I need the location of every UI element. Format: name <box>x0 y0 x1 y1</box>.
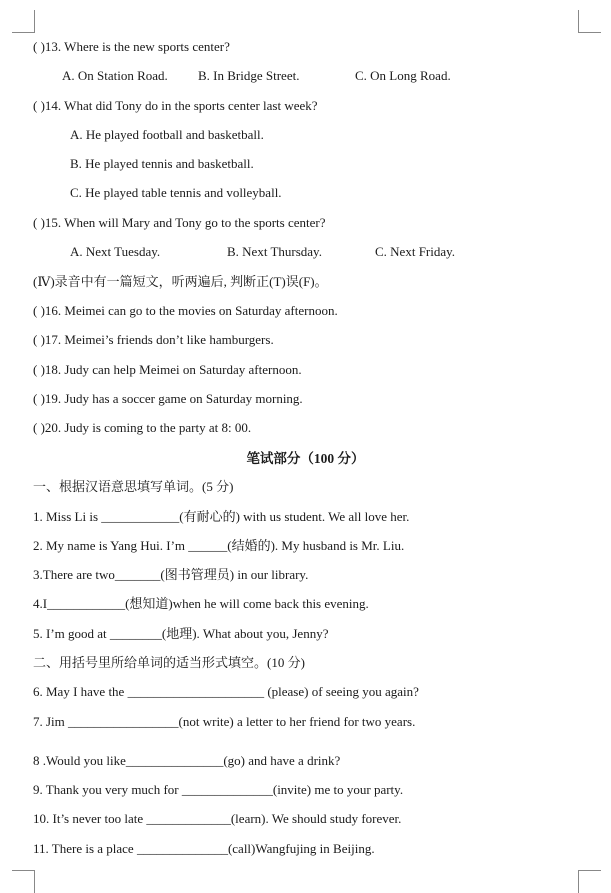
crop-mark-top-left <box>12 10 35 33</box>
part-1-item: 2. My name is Yang Hui. I’m ______(结婚的). My husband is Mr. Liu. <box>33 538 405 553</box>
part-2-item: 6. May I have the _____________________ (please) of seeing you again? <box>33 684 419 699</box>
part-1-heading: 一、根据汉语意思填写单词。(5 分) <box>33 479 234 494</box>
tf-item: ( )16. Meimei can go to the movies on Saturday afternoon. <box>33 303 338 318</box>
q15-option-b: B. Next Thursday. <box>227 244 322 259</box>
part-2-item: 11. There is a place ______________(call)Wangfujing in Beijing. <box>33 841 375 856</box>
q15-option-a: A. Next Tuesday. <box>70 244 161 259</box>
tf-item: ( )17. Meimei’s friends don’t like hamburgers. <box>33 332 274 347</box>
question-15: ( )15. When will Mary and Tony go to the sports center? <box>33 215 326 230</box>
tf-item: ( )18. Judy can help Meimei on Saturday afternoon. <box>33 362 302 377</box>
part-2-item: 9. Thank you very much for ______________(invite) me to your party. <box>33 782 404 797</box>
tf-item: ( )19. Judy has a soccer game on Saturday morning. <box>33 391 303 406</box>
section-4-heading: (Ⅳ)录音中有一篇短文，听两遍后, 判断正(T)误(F)。 <box>33 274 328 289</box>
written-section-title: 笔试部分（100 分） <box>246 451 365 466</box>
part-2-heading: 二、用括号里所给单词的适当形式填空。(10 分) <box>33 655 305 670</box>
q14-option-c: C. He played table tennis and volleyball. <box>70 185 282 200</box>
question-14: ( )14. What did Tony do in the sports center last week? <box>33 98 318 113</box>
part-1-item: 1. Miss Li is ____________(有耐心的) with us student. We all love her. <box>33 509 410 524</box>
q13-option-c: C. On Long Road. <box>355 68 451 83</box>
q14-option-b: B. He played tennis and basketball. <box>70 156 254 171</box>
crop-mark-bottom-right <box>578 870 601 893</box>
q14-option-a: A. He played football and basketball. <box>70 127 264 142</box>
part-2-item: 10. It’s never too late _____________(learn). We should study forever. <box>33 811 402 826</box>
part-1-item: 4.I____________(想知道)when he will come back this evening. <box>33 596 369 611</box>
question-13: ( )13. Where is the new sports center? <box>33 39 230 54</box>
crop-mark-top-right <box>578 10 601 33</box>
q15-option-c: C. Next Friday. <box>375 244 456 259</box>
part-2-item: 8 .Would you like_______________(go) and have a drink? <box>33 753 341 768</box>
part-1-item: 5. I’m good at ________(地理). What about you, Jenny? <box>33 626 329 641</box>
tf-item: ( )20. Judy is coming to the party at 8: 00. <box>33 420 252 435</box>
part-2-item: 7. Jim _________________(not write) a letter to her friend for two years. <box>33 714 416 729</box>
crop-mark-bottom-left <box>12 870 35 893</box>
part-1-item: 3.There are two_______(图书管理员) in our library. <box>33 567 309 582</box>
q13-option-a: A. On Station Road. <box>62 68 168 83</box>
q13-option-b: B. In Bridge Street. <box>198 68 300 83</box>
